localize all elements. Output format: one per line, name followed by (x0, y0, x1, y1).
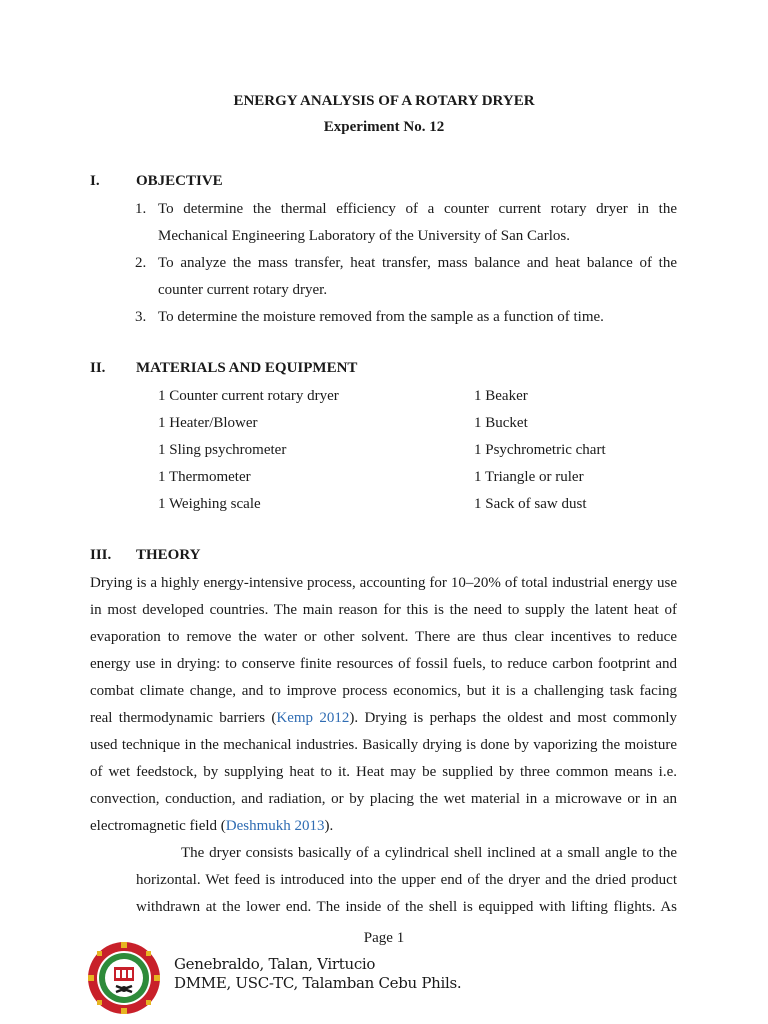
material-item: 1 Bucket (474, 415, 528, 431)
theory-paragraph-line: combat climate change, and to improve process economics, but it is a challenging task facing (90, 683, 677, 699)
citation-link-deshmukh[interactable]: Deshmukh 2013 (225, 818, 325, 834)
material-item: 1 Weighing scale (158, 496, 261, 512)
section-heading-theory: THEORY (136, 547, 201, 563)
theory-paragraph-2-line: horizontal. Wet feed is introduced into the upper end of the dryer and the dried product (136, 872, 677, 888)
page-number: Page 1 (363, 930, 405, 946)
section-number-objective: I. (90, 173, 100, 189)
objective-item-1-line-1: To determine the thermal efficiency of a counter current rotary dryer in the (158, 201, 677, 217)
theory-paragraph-line: evaporation to remove the water or other solvent. There are thus clear incentives to reduce (90, 629, 677, 645)
material-item: 1 Beaker (474, 388, 528, 404)
theory-paragraph-2-line: The dryer consists basically of a cylindrical shell inclined at a small angle to the (181, 845, 677, 861)
material-item: 1 Sack of saw dust (474, 496, 587, 512)
material-item: 1 Thermometer (158, 469, 251, 485)
experiment-number: Experiment No. 12 (323, 119, 445, 135)
text-segment: real thermodynamic barriers ( (90, 710, 277, 726)
text-segment: ). (324, 818, 334, 834)
seal-icon (86, 940, 162, 1016)
text-segment: electromagnetic field ( (90, 818, 226, 834)
section-heading-objective: OBJECTIVE (136, 173, 223, 189)
university-seal-logo (86, 940, 162, 1016)
theory-paragraph-line: used technique in the mechanical industries. Basically drying is done by vaporizing the moisture (90, 737, 677, 753)
footer-affiliation: DMME, USC-TC, Talamban Cebu Phils. (174, 974, 462, 992)
section-number-theory: III. (90, 547, 112, 563)
material-item: 1 Psychrometric chart (474, 442, 606, 458)
objective-item-number: 2. (135, 255, 147, 271)
material-item: 1 Sling psychrometer (158, 442, 287, 458)
objective-item-2-line-2: counter current rotary dryer. (158, 282, 328, 298)
citation-link-kemp[interactable]: Kemp 2012 (276, 710, 350, 726)
section-number-materials: II. (90, 360, 106, 376)
theory-paragraph-2-line: withdrawn at the lower end. The inside of the shell is equipped with lifting flights. As (136, 899, 677, 915)
material-item: 1 Triangle or ruler (474, 469, 584, 485)
theory-paragraph-line: in most developed countries. The main reason for this is the need to supply the latent heat of (90, 602, 677, 618)
material-item: 1 Heater/Blower (158, 415, 258, 431)
theory-paragraph-line: of wet feedstock, by supplying heat to it. Heat may be supplied by three common means i.e. (90, 764, 677, 780)
section-heading-materials: MATERIALS AND EQUIPMENT (136, 360, 358, 376)
objective-item-1-line-2: Mechanical Engineering Laboratory of the University of San Carlos. (158, 228, 570, 244)
footer-authors: Genebraldo, Talan, Virtucio (174, 955, 376, 973)
objective-item-2-line-1: To analyze the mass transfer, heat transfer, mass balance and heat balance of the (158, 255, 677, 271)
theory-paragraph-line: convection, conduction, and radiation, or by placing the wet material in a microwave or in an (90, 791, 677, 807)
theory-paragraph-line-with-citation (90, 813, 333, 840)
theory-paragraph-line-with-citation (90, 705, 677, 732)
objective-item-number: 1. (135, 201, 147, 217)
theory-paragraph-line: energy use in drying: to conserve finite resources of fossil fuels, to reduce carbon footprint and (90, 656, 677, 672)
theory-paragraph-line: Drying is a highly energy-intensive process, accounting for 10–20% of total industrial energy use (90, 575, 677, 591)
document-title: ENERGY ANALYSIS OF A ROTARY DRYER (233, 93, 535, 109)
objective-item-number: 3. (135, 309, 147, 325)
material-item: 1 Counter current rotary dryer (158, 388, 339, 404)
objective-item-3-line-1: To determine the moisture removed from the sample as a function of time. (158, 309, 604, 325)
text-segment: ). Drying is perhaps the oldest and most commonly (349, 710, 677, 726)
